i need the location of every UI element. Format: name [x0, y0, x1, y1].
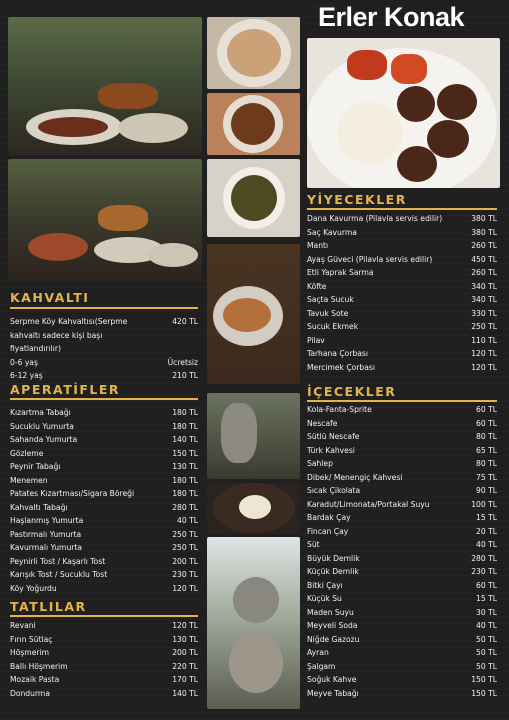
menu-item-name: Saçta Sucuk [307, 295, 354, 304]
menu-item-row [307, 511, 497, 525]
menu-item-row [307, 403, 497, 417]
menu-item-row [307, 430, 497, 444]
menu-item-name: Köfte [307, 281, 327, 291]
menu-item-price: 230 TL [172, 570, 198, 579]
menu-item-price: 75 TL [476, 472, 497, 482]
menu-item-price: 150 TL [471, 688, 497, 698]
double-teapot-photo [207, 537, 300, 709]
menu-item-name: Küçük Demlik [307, 567, 359, 576]
menu-item-price: 15 TL [476, 513, 497, 522]
menu-item-name: Serpme Köy Kahvaltısı(Serpme [10, 317, 128, 326]
menu-item-row [307, 253, 497, 267]
menu-item-price: 120 TL [172, 583, 198, 593]
menu-item-row [307, 687, 497, 701]
menu-item-price: 180 TL [172, 421, 198, 431]
menu-item-row [10, 528, 198, 542]
menu-item-price: 180 TL [172, 475, 198, 485]
menu-item-row [10, 433, 198, 447]
menu-item-row [307, 565, 497, 579]
menu-item-row [10, 356, 198, 370]
menu-item-price: 340 TL [471, 281, 497, 291]
menu-item-name: Büyük Demlik [307, 553, 360, 563]
menu-item-name: Tarhana Çorbası [307, 349, 368, 358]
menu-item-price: 200 TL [172, 556, 198, 566]
menu-item-name: Kavurmalı Yumurta [10, 543, 83, 552]
menu-item-price: 260 TL [471, 241, 497, 250]
menu-item-name: Pastırmalı Yumurta [10, 529, 82, 539]
yiyecekler-rule [307, 208, 497, 210]
icecekler-rule [307, 400, 497, 402]
breakfast-table-photo [8, 17, 202, 155]
menu-item-row [307, 417, 497, 431]
menu-item-row [10, 568, 198, 582]
menu-item-name: Sütlü Nescafe [307, 432, 360, 441]
yaprak-sarma-photo [207, 159, 300, 237]
menu-item-row [10, 406, 198, 420]
menu-item-price: 280 TL [471, 553, 497, 563]
menu-item-name: fiyatlandırılır) [10, 344, 61, 353]
menu-item-name: Köy Yoğurdu [10, 583, 57, 593]
menu-item-price: 90 TL [476, 486, 497, 495]
menu-item-row [307, 538, 497, 552]
menu-item-name: Mercimek Çorbası [307, 362, 375, 372]
menu-item-row [307, 606, 497, 620]
kahvalti-heading: KAHVALTI [10, 290, 90, 305]
icecekler-list [307, 403, 497, 700]
menu-item-row [307, 457, 497, 471]
menu-item-row [10, 460, 198, 474]
menu-item-row [307, 471, 497, 485]
menu-item-row [307, 347, 497, 361]
menu-item-price: 130 TL [172, 634, 198, 644]
menu-item-name: Gözleme [10, 448, 44, 458]
menu-item-name: Patates Kızartması/Sigara Böreği [10, 489, 135, 498]
restaurant-title: Erler Konak [318, 2, 465, 32]
menu-item-name: Ayaş Güveci (Pilavla servis edilir) [307, 254, 433, 264]
menu-item-name: Haşlanmış Yumurta [10, 516, 84, 525]
menu-item-name: Karadut/Limonata/Portakal Suyu [307, 499, 430, 509]
menu-item-price: 330 TL [471, 308, 497, 318]
menu-item-row [307, 361, 497, 375]
menu-item-name: Şalgam [307, 661, 336, 671]
menu-item-row [307, 266, 497, 280]
menu-item-price: 260 TL [471, 268, 497, 277]
menu-item-name: Ballı Höşmerim [10, 661, 68, 671]
aperatifler-list [10, 406, 198, 595]
menu-item-name: 0-6 yaş [10, 357, 38, 367]
menu-item-price: 120 TL [172, 621, 198, 630]
menu-item-row [307, 579, 497, 593]
menu-item-row [307, 226, 497, 240]
menu-item-price: 220 TL [172, 661, 198, 671]
menu-item-price: 130 TL [172, 462, 198, 471]
menu-item-price: 180 TL [172, 408, 198, 417]
menu-item-row [307, 552, 497, 566]
aperatifler-heading: APERATİFLER [10, 382, 121, 397]
menu-item-row [10, 660, 198, 674]
menu-item-row [307, 646, 497, 660]
menu-item-name: Bardak Çay [307, 513, 351, 522]
yiyecekler-list [307, 212, 497, 374]
menu-item-name: Tavuk Sote [307, 308, 349, 318]
breakfast-spread-photo [8, 159, 202, 282]
menu-item-price: 380 TL [471, 214, 497, 223]
menu-item-row [307, 660, 497, 674]
menu-item-name: Dondurma [10, 688, 50, 698]
menu-item-name: Fırın Sütlaç [10, 634, 53, 644]
menu-item-name: Bitki Çayı [307, 580, 343, 590]
kofte-plate-photo [307, 38, 500, 188]
menu-item-price: 110 TL [471, 335, 497, 345]
menu-item-price: 60 TL [476, 405, 497, 414]
menu-item-row [307, 239, 497, 253]
menu-item-row [10, 555, 198, 569]
menu-item-price: 420 TL [172, 317, 198, 326]
menu-item-row [307, 592, 497, 606]
menu-item-price: 450 TL [471, 254, 497, 264]
menu-item-name: kahvaltı sadece kişi başı [10, 330, 103, 340]
menu-item-price: 180 TL [172, 489, 198, 498]
menu-item-price: 100 TL [471, 499, 497, 509]
menu-item-price: 40 TL [476, 621, 497, 630]
menu-item-row [307, 334, 497, 348]
menu-item-name: Süt [307, 540, 320, 549]
menu-item-price: 120 TL [471, 362, 497, 372]
menu-item-price: 150 TL [471, 675, 497, 684]
menu-item-name: Maden Suyu [307, 607, 354, 617]
menu-item-name: Türk Kahvesi [307, 445, 355, 455]
menu-item-name: Meyveli Soda [307, 621, 358, 630]
menu-item-row [10, 487, 198, 501]
menu-item-row [307, 484, 497, 498]
menu-item-name: Mantı [307, 241, 329, 250]
menu-item-price: 60 TL [476, 580, 497, 590]
tatlilar-rule [10, 615, 198, 617]
menu-item-row [307, 444, 497, 458]
menu-item-price: 250 TL [172, 529, 198, 539]
menu-item-name: Kahvaltı Tabağı [10, 502, 68, 512]
menu-item-row [307, 633, 497, 647]
menu-item-name: Niğde Gazozu [307, 634, 360, 644]
menu-item-row [307, 619, 497, 633]
menu-item-price: 170 TL [172, 675, 198, 684]
menu-item-name: Revani [10, 621, 36, 630]
menu-item-name: Fincan Çay [307, 526, 349, 536]
menu-item-price: 280 TL [172, 502, 198, 512]
menu-item-row [307, 525, 497, 539]
menu-item-price: 200 TL [172, 648, 198, 657]
menu-item-name: Mozaik Pasta [10, 675, 60, 684]
menu-item-price: 50 TL [476, 648, 497, 657]
menu-item-name: Meyve Tabağı [307, 688, 359, 698]
menu-item-price: 40 TL [476, 540, 497, 549]
menu-item-price: 40 TL [177, 516, 198, 525]
menu-item-row [307, 293, 497, 307]
menu-item-row [10, 420, 198, 434]
menu-item-name: Menemen [10, 475, 48, 485]
menu-item-name: Sucuklu Yumurta [10, 421, 74, 431]
menu-item-row [10, 687, 198, 701]
kahvalti-list [10, 315, 198, 383]
menu-item-name: Sahanda Yumurta [10, 435, 78, 444]
menu-item-row [10, 474, 198, 488]
menu-item-price: 150 TL [172, 448, 198, 458]
menu-item-name: Soğuk Kahve [307, 675, 357, 684]
menu-item-price: 340 TL [471, 295, 497, 304]
menu-item-name: Kola-Fanta-Sprite [307, 405, 372, 414]
yiyecekler-heading: YİYECEKLER [307, 192, 407, 207]
menu-item-name: Kızartma Tabağı [10, 408, 71, 417]
menu-item-row [10, 501, 198, 515]
menu-item-name: Karışık Tost / Sucuklu Tost [10, 570, 108, 579]
menu-item-name: 6-12 yaş [10, 371, 43, 380]
menu-item-row [10, 329, 198, 343]
menu-item-name: Sucuk Ekmek [307, 322, 359, 331]
menu-item-row [307, 280, 497, 294]
menu-item-row [307, 498, 497, 512]
menu-item-row [10, 315, 198, 329]
menu-item-price: 230 TL [471, 567, 497, 576]
copper-teapot-photo [207, 393, 300, 479]
menu-item-name: Küçük Su [307, 594, 342, 603]
aperatifler-rule [10, 398, 198, 400]
menu-item-row [10, 673, 198, 687]
menu-item-price: 20 TL [476, 526, 497, 536]
menu-item-row [10, 342, 198, 356]
menu-item-name: Dana Kavurma (Pilavla servis edilir) [307, 214, 443, 223]
icecekler-heading: İÇECEKLER [307, 384, 397, 399]
menu-item-row [10, 582, 198, 596]
menu-item-name: Pilav [307, 335, 325, 345]
menu-item-name: Peynir Tabağı [10, 462, 61, 471]
menu-item-price: 80 TL [476, 459, 497, 468]
menu-item-price: 15 TL [476, 594, 497, 603]
menu-item-price: 120 TL [471, 349, 497, 358]
menu-item-row [10, 447, 198, 461]
menu-item-row [10, 619, 198, 633]
menu-item-price: 380 TL [471, 227, 497, 237]
menu-item-row [10, 369, 198, 383]
menu-item-row [307, 212, 497, 226]
menu-item-name: Sıcak Çikolata [307, 486, 361, 495]
menu-item-price: Ücretsiz [167, 357, 198, 367]
menu-item-row [10, 514, 198, 528]
menu-item-price: 30 TL [476, 607, 497, 617]
menu-item-price: 140 TL [172, 435, 198, 444]
menu-item-name: Sahlep [307, 459, 333, 468]
menu-item-price: 60 TL [476, 418, 497, 428]
menu-item-name: Nescafe [307, 418, 338, 428]
menu-item-price: 80 TL [476, 432, 497, 441]
menu-item-row [307, 320, 497, 334]
menu-item-row [10, 541, 198, 555]
menu-item-name: Dibek/ Menengiç Kahvesi [307, 472, 403, 482]
kahvalti-rule [10, 307, 198, 309]
menu-item-row [307, 307, 497, 321]
kavurma-pilav-plate-photo [207, 483, 300, 533]
menu-item-row [10, 646, 198, 660]
tatlilar-list [10, 619, 198, 700]
tatlilar-heading: TATLILAR [10, 599, 87, 614]
menu-item-price: 50 TL [476, 661, 497, 671]
menu-item-name: Ayran [307, 648, 329, 657]
kavurma-bowl-photo [207, 93, 300, 155]
menu-item-name: Höşmerim [10, 648, 50, 657]
menu-item-price: 250 TL [471, 322, 497, 331]
pilav-table-photo [207, 244, 300, 384]
menu-item-row [10, 633, 198, 647]
menu-item-name: Saç Kavurma [307, 227, 357, 237]
menu-item-name: Peynirli Tost / Kaşarlı Tost [10, 556, 106, 566]
menu-item-row [307, 673, 497, 687]
menu-item-price: 250 TL [172, 543, 198, 552]
menu-item-price: 140 TL [172, 688, 198, 698]
menu-item-price: 50 TL [476, 634, 497, 644]
menu-item-name: Etli Yaprak Sarma [307, 268, 374, 277]
manti-plate-photo [207, 17, 300, 89]
menu-item-price: 65 TL [476, 445, 497, 455]
menu-item-price: 210 TL [172, 371, 198, 380]
